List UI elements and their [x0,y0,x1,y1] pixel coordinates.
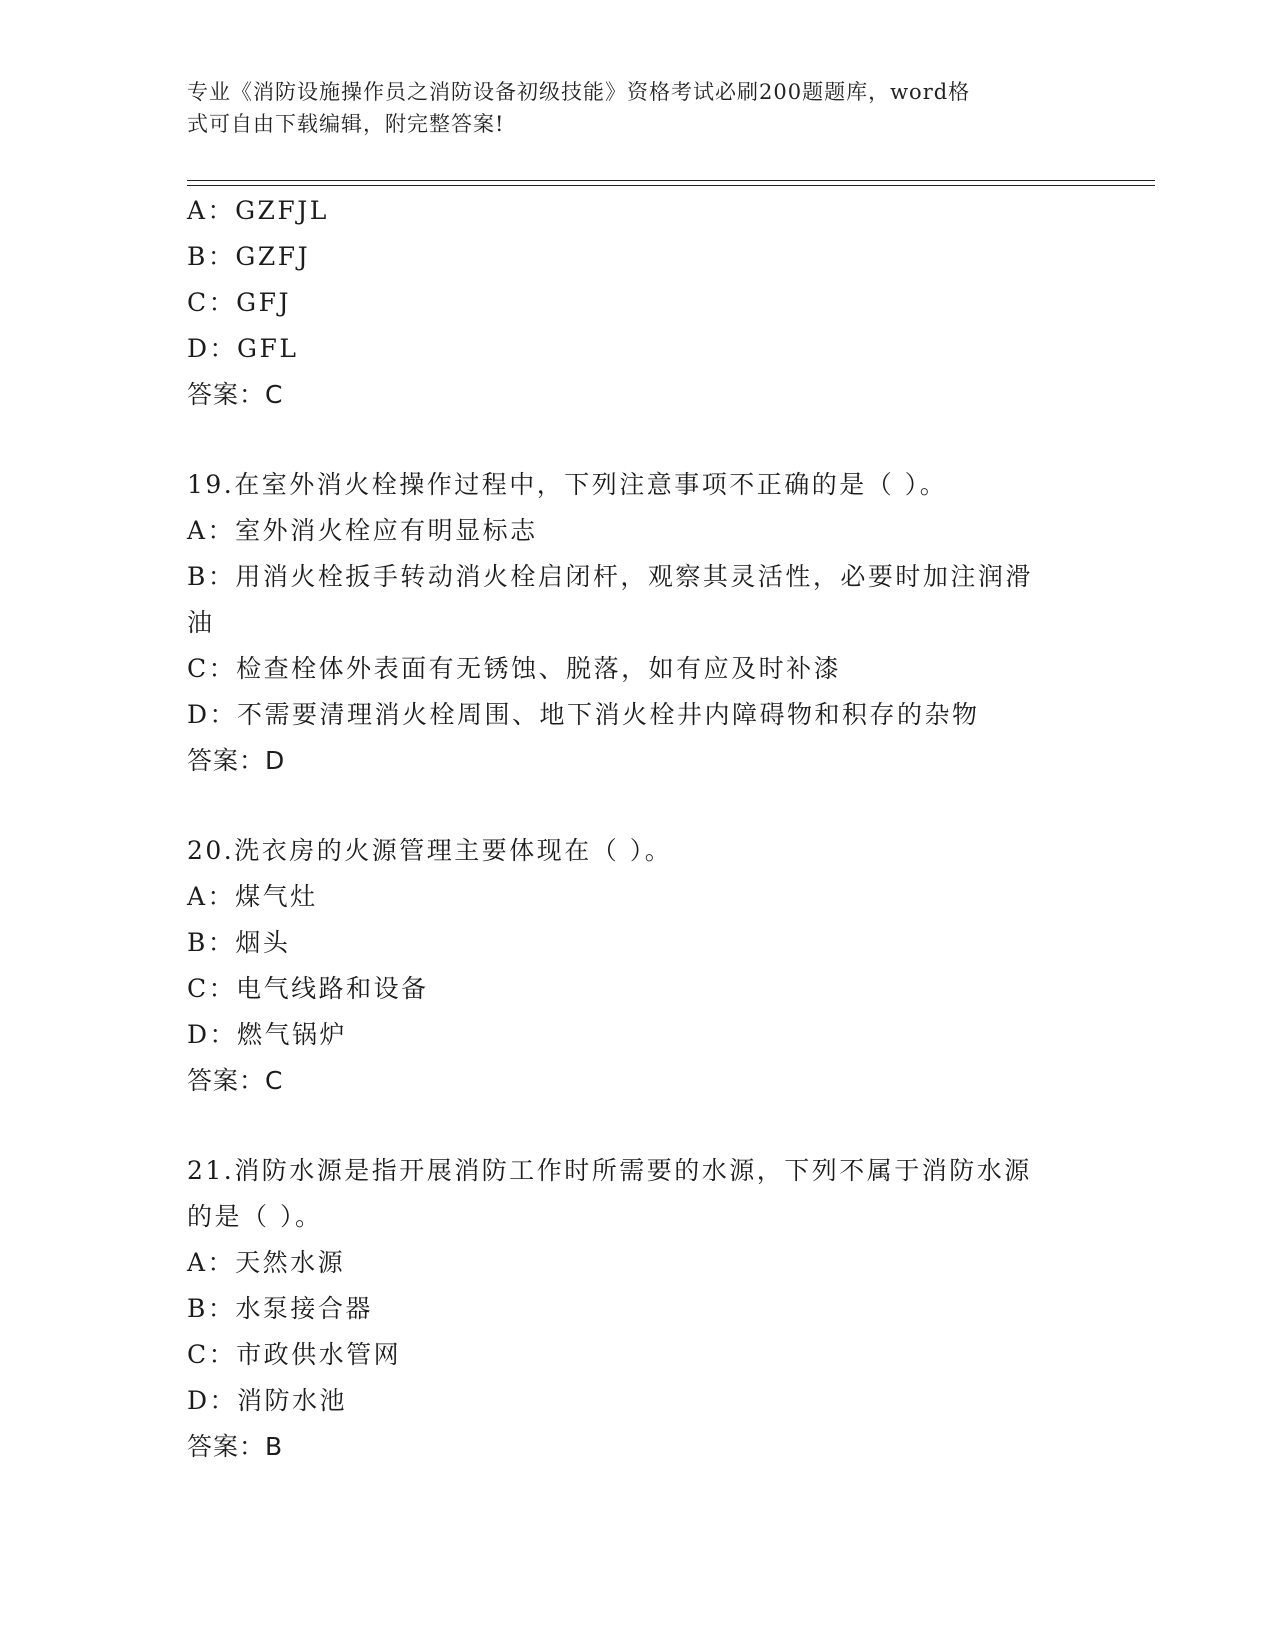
option-a: A：GZFJL [187,196,329,225]
question-stem: 21.消防水源是指开展消防工作时所需要的水源，下列不属于消防水源 [187,1156,1032,1185]
option-b: B：水泵接合器 [187,1294,373,1323]
question-stem: 20.洗衣房的火源管理主要体现在（ ）。 [187,836,673,865]
question-20 [187,828,1087,1104]
option-b: B：GZFJ [187,242,311,271]
option-a: A：天然水源 [187,1248,346,1277]
option-c: C：市政供水管网 [187,1340,402,1369]
option-d: D：不需要清理消火栓周围、地下消火栓井内障碍物和积存的杂物 [187,700,980,729]
header-rule-top [187,180,1155,181]
header-line-2: 式可自由下载编辑，附完整答案! [187,112,505,136]
question-stem-continued: 的是（ ）。 [187,1202,323,1231]
option-c: C：检查栓体外表面有无锈蚀、脱落，如有应及时补漆 [187,654,842,683]
option-b: B：用消火栓扳手转动消火栓启闭杆，观察其灵活性，必要时加注润滑 [187,562,1033,591]
question-19 [187,462,1087,784]
option-d: D：消防水池 [187,1386,348,1415]
option-c: C：GFJ [187,288,291,317]
question-18 [187,188,1087,418]
option-a: A：煤气灶 [187,882,318,911]
answer-21: 答案：B [187,1432,284,1461]
option-b-continued: 油 [187,608,215,637]
answer-19: 答案：D [187,746,286,775]
header-rule-bottom [187,185,1155,186]
answer-18: 答案：C [187,380,284,409]
option-a: A：室外消火栓应有明显标志 [187,516,538,545]
question-stem: 19.在室外消火栓操作过程中，下列注意事项不正确的是（ ）。 [187,470,948,499]
option-d: D：GFL [187,334,299,363]
question-21 [187,1148,1087,1470]
option-d: D：燃气锅炉 [187,1020,348,1049]
option-b: B：烟头 [187,928,291,957]
document-header [187,76,1067,140]
answer-20: 答案：C [187,1066,284,1095]
option-c: C：电气线路和设备 [187,974,429,1003]
question-list [187,188,1087,1470]
header-line-1: 专业《消防设施操作员之消防设备初级技能》资格考试必刷200题题库，word格 [187,80,971,104]
